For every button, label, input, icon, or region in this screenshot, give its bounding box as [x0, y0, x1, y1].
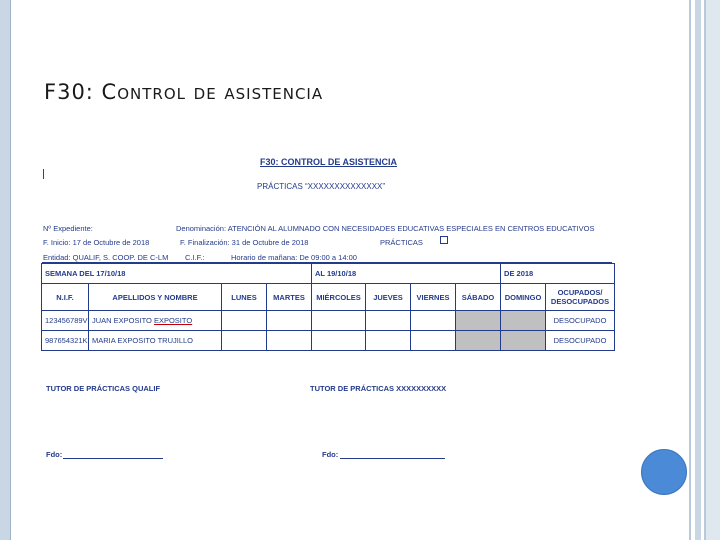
name-text: JUAN EXPOSITO — [92, 316, 154, 325]
status-cell: DESOCUPADO — [546, 331, 615, 351]
tutor-empresa-label: TUTOR DE PRÁCTICAS XXXXXXXXXX — [310, 384, 447, 393]
jueves-cell[interactable] — [366, 311, 411, 331]
week-from-cell: SEMANA DEL 17/10/18 — [42, 264, 312, 284]
decorative-circle — [641, 449, 687, 495]
signature-line-left — [63, 458, 163, 459]
practicas-checkbox[interactable] — [440, 236, 448, 244]
attendance-table — [41, 263, 615, 351]
header-row — [42, 284, 615, 311]
header-name: APELLIDOS Y NOMBRE — [89, 284, 222, 311]
name-cell[interactable] — [89, 311, 222, 331]
table-row — [42, 311, 615, 331]
week-to-cell: AL 19/10/18 — [312, 264, 501, 284]
name-text: MARIA EXPOSITO TRUJILLO — [92, 336, 194, 345]
domingo-cell — [501, 311, 546, 331]
lunes-cell[interactable] — [222, 311, 267, 331]
header-lunes: LUNES — [222, 284, 267, 311]
tutor-qualif-label: TUTOR DE PRÁCTICAS QUALIF — [46, 384, 161, 393]
lunes-cell[interactable] — [222, 331, 267, 351]
header-nif: N.I.F. — [42, 284, 89, 311]
header-ocupados: OCUPADOS/ DESOCUPADOS — [546, 284, 615, 311]
fdo-right-label: Fdo: — [322, 450, 339, 459]
document-title: F30: CONTROL DE ASISTENCIA — [260, 157, 398, 167]
viernes-cell[interactable] — [411, 311, 456, 331]
slide-right-frame — [686, 0, 720, 540]
nif-cell: 123456789V — [42, 311, 89, 331]
sabado-cell — [456, 331, 501, 351]
entidad-text: Entidad: QUALIF, S. COOP. DE C-LM — [43, 253, 169, 262]
practicas-check-label: PRÁCTICAS — [380, 238, 423, 247]
slide-title: F30: Control de asistencia — [44, 80, 324, 104]
denominacion-text: Denominación: ATENCIÓN AL ALUMNADO CON NECESIDADES EDUCATIVAS ESPECIALES EN CENTROS EDUCATIVOS — [176, 224, 595, 233]
miercoles-cell[interactable] — [312, 311, 366, 331]
header-miercoles: MIÉRCOLES — [312, 284, 366, 311]
name-marked-text: EXPOSITO — [153, 316, 193, 325]
sabado-cell — [456, 311, 501, 331]
expediente-label: Nº Expediente: — [43, 224, 93, 233]
fecha-finalizacion: F. Finalización: 31 de Octubre de 2018 — [180, 238, 309, 247]
header-domingo: DOMINGO — [501, 284, 546, 311]
status-cell: DESOCUPADO — [546, 311, 615, 331]
jueves-cell[interactable] — [366, 331, 411, 351]
header-martes: MARTES — [267, 284, 312, 311]
martes-cell[interactable] — [267, 331, 312, 351]
miercoles-cell[interactable] — [312, 331, 366, 351]
signature-line-right — [340, 458, 445, 459]
martes-cell[interactable] — [267, 311, 312, 331]
slide-left-frame — [0, 0, 10, 540]
viernes-cell[interactable] — [411, 331, 456, 351]
header-jueves: JUEVES — [366, 284, 411, 311]
fdo-left-label: Fdo: — [46, 450, 63, 459]
header-sabado: SÁBADO — [456, 284, 501, 311]
text-cursor-mark — [43, 169, 44, 179]
practicas-label: PRÁCTICAS “XXXXXXXXXXXXXX” — [257, 182, 386, 191]
week-row — [42, 264, 615, 284]
header-viernes: VIERNES — [411, 284, 456, 311]
week-year-cell: DE 2018 — [501, 264, 615, 284]
cif-label: C.I.F.: — [185, 253, 205, 262]
fecha-inicio: F. Inicio: 17 de Octubre de 2018 — [43, 238, 150, 247]
domingo-cell — [501, 331, 546, 351]
horario-text: Horario de mañana: De 09:00 a 14:00 — [231, 253, 357, 262]
name-cell[interactable] — [89, 331, 222, 351]
nif-cell: 987654321K — [42, 331, 89, 351]
table-row — [42, 331, 615, 351]
